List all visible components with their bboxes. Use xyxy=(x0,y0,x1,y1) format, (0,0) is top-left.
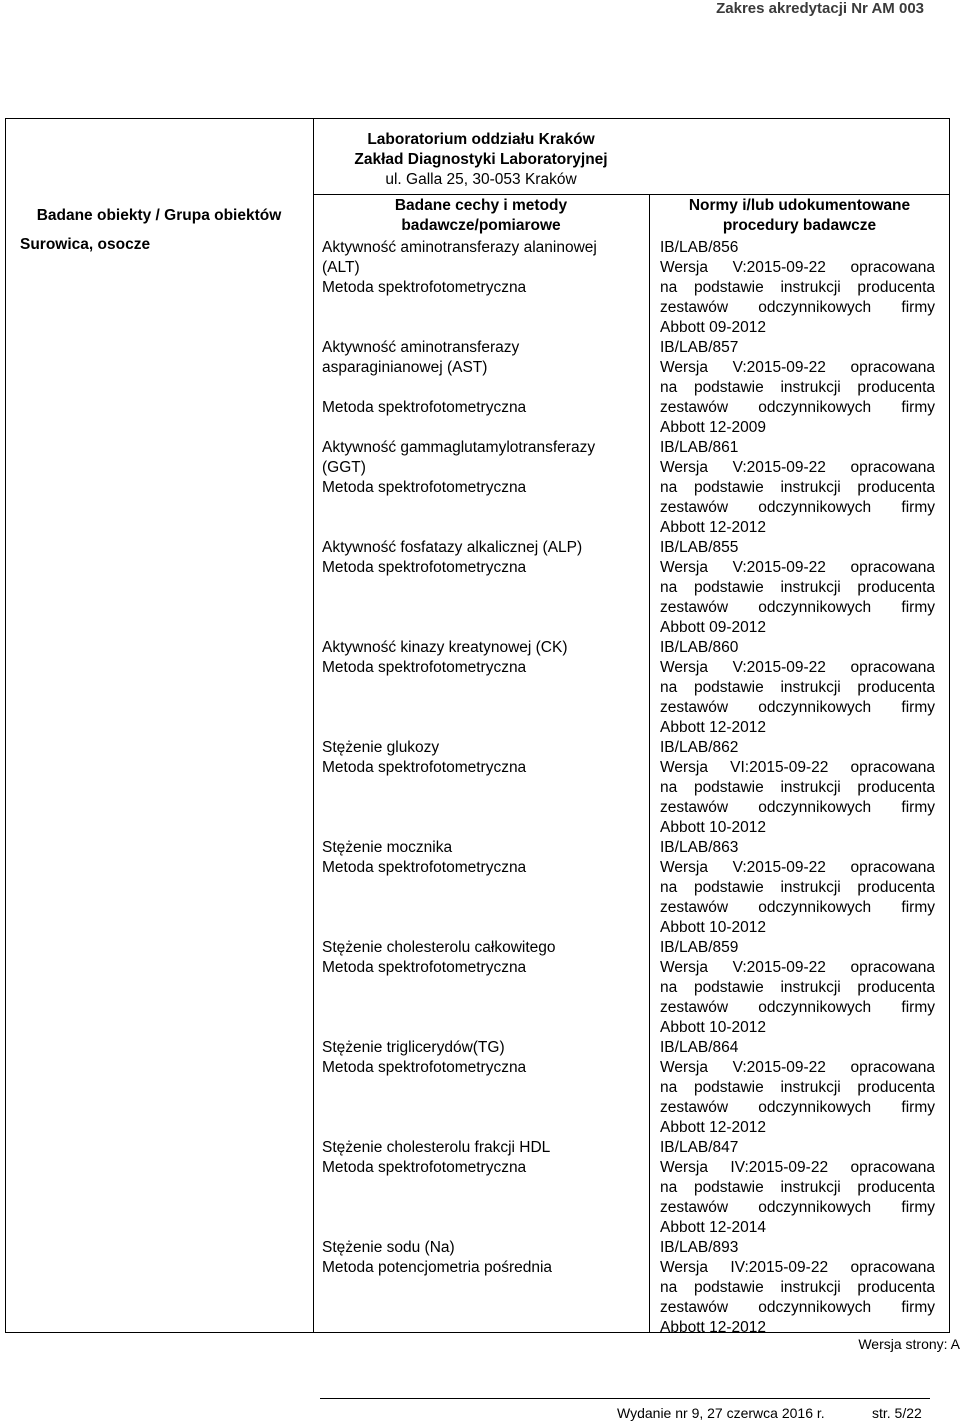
method-line: Stężenie sodu (Na) xyxy=(322,1239,455,1256)
method-entry xyxy=(322,938,637,1038)
norm-entry xyxy=(660,638,935,738)
norm-line: zestawów odczynnikowych firmy xyxy=(660,399,935,416)
lab-info xyxy=(313,130,649,190)
method-line: Metoda spektrofotometryczna xyxy=(322,659,527,676)
method-entry xyxy=(322,438,637,538)
method-line: Stężenie glukozy xyxy=(322,739,440,756)
norm-line: Abbott 12-2012 xyxy=(660,719,767,736)
norm-line: Abbott 09-2012 xyxy=(660,619,767,636)
norm-code: IB/LAB/847 xyxy=(660,1139,739,1156)
methods-column xyxy=(322,238,637,1338)
norm-line: zestawów odczynnikowych firmy xyxy=(660,799,935,816)
lab-department: Zakład Diagnostyki Laboratoryjnej xyxy=(354,151,608,168)
norm-entry xyxy=(660,538,935,638)
norm-line: zestawów odczynnikowych firmy xyxy=(660,999,935,1016)
norm-line: na podstawie instrukcji producenta xyxy=(660,1079,935,1096)
norms-header xyxy=(649,196,950,236)
method-line: asparaginianowej (AST) xyxy=(322,359,488,376)
methods-header-line1: Badane cechy i metody xyxy=(394,197,568,214)
header-title: Zakres akredytacji Nr AM 003 xyxy=(716,0,924,17)
norms-header-line2: procedury badawcze xyxy=(722,217,877,234)
norm-line: Abbott 09-2012 xyxy=(660,319,767,336)
norm-entry xyxy=(660,938,935,1038)
method-entry xyxy=(322,838,637,938)
lab-info-rule xyxy=(313,194,950,195)
norm-line: Wersja V:2015-09-22 opracowana xyxy=(660,359,935,376)
norm-line: Wersja V:2015-09-22 opracowana xyxy=(660,659,935,676)
method-line: Aktywność gammaglutamylotransferazy xyxy=(322,439,596,456)
norm-line: zestawów odczynnikowych firmy xyxy=(660,599,935,616)
norm-line: zestawów odczynnikowych firmy xyxy=(660,1299,935,1316)
norm-line: Abbott 12-2012 xyxy=(660,1319,767,1336)
lab-address: ul. Galla 25, 30-053 Kraków xyxy=(385,171,577,188)
method-line: Metoda potencjometria pośrednia xyxy=(322,1259,553,1276)
norm-line: Wersja IV:2015-09-22 opracowana xyxy=(660,1259,935,1276)
norm-line: na podstawie instrukcji producenta xyxy=(660,679,935,696)
footer-divider xyxy=(320,1398,930,1399)
norms-header-line1: Normy i/lub udokumentowane xyxy=(688,197,911,214)
method-entry xyxy=(322,638,637,738)
norm-line: Abbott 10-2012 xyxy=(660,819,767,836)
norm-entry xyxy=(660,1038,935,1138)
method-line: Stężenie mocznika xyxy=(322,839,453,856)
method-entry xyxy=(322,238,637,338)
method-line: Metoda spektrofotometryczna xyxy=(322,1059,527,1076)
method-entry xyxy=(322,1038,637,1138)
method-entry xyxy=(322,1138,637,1238)
method-line: Metoda spektrofotometryczna xyxy=(322,279,527,296)
norm-line: na podstawie instrukcji producenta xyxy=(660,479,935,496)
objects-header-label: Badane obiekty / Grupa obiektów xyxy=(36,207,282,224)
norm-entry xyxy=(660,838,935,938)
methods-header-line2: badawcze/pomiarowe xyxy=(401,217,561,234)
norm-line: Abbott 10-2012 xyxy=(660,1019,767,1036)
norm-code: IB/LAB/856 xyxy=(660,239,739,256)
norm-line: na podstawie instrukcji producenta xyxy=(660,1279,935,1296)
method-line: Metoda spektrofotometryczna xyxy=(322,479,527,496)
norm-line: Wersja V:2015-09-22 opracowana xyxy=(660,259,935,276)
norm-line: na podstawie instrukcji producenta xyxy=(660,979,935,996)
col-divider-2 xyxy=(649,194,650,1333)
norm-code: IB/LAB/861 xyxy=(660,439,739,456)
norm-line: zestawów odczynnikowych firmy xyxy=(660,1199,935,1216)
norm-code: IB/LAB/893 xyxy=(660,1239,739,1256)
norm-line: zestawów odczynnikowych firmy xyxy=(660,699,935,716)
norm-code: IB/LAB/860 xyxy=(660,639,739,656)
norm-line: Abbott 12-2014 xyxy=(660,1219,767,1236)
method-line: Metoda spektrofotometryczna xyxy=(322,1159,527,1176)
methods-header xyxy=(313,196,649,236)
method-entry xyxy=(322,538,637,638)
norm-line: Wersja IV:2015-09-22 opracowana xyxy=(660,1159,935,1176)
method-line: (GGT) xyxy=(322,459,366,476)
norm-line: Abbott 12-2012 xyxy=(660,1119,767,1136)
norm-line: zestawów odczynnikowych firmy xyxy=(660,299,935,316)
norm-line: Abbott 12-2012 xyxy=(660,519,767,536)
method-line xyxy=(322,378,637,398)
method-line: Aktywność fosfatazy alkalicznej (ALP) xyxy=(322,539,583,556)
norm-entry xyxy=(660,1238,935,1338)
norm-code: IB/LAB/857 xyxy=(660,339,739,356)
norm-line: na podstawie instrukcji producenta xyxy=(660,379,935,396)
norm-line: na podstawie instrukcji producenta xyxy=(660,779,935,796)
norm-line: Abbott 12-2009 xyxy=(660,419,767,436)
method-entry xyxy=(322,338,637,438)
object-group: Surowica, osocze xyxy=(20,236,151,253)
norm-line: na podstawie instrukcji producenta xyxy=(660,279,935,296)
method-line: Metoda spektrofotometryczna xyxy=(322,559,527,576)
method-line: (ALT) xyxy=(322,259,360,276)
method-line: Stężenie cholesterolu frakcji HDL xyxy=(322,1139,551,1156)
norm-line: Wersja VI:2015-09-22 opracowana xyxy=(660,759,935,776)
norm-entry xyxy=(660,738,935,838)
norm-code: IB/LAB/862 xyxy=(660,739,739,756)
norm-line: Wersja V:2015-09-22 opracowana xyxy=(660,1059,935,1076)
norm-line: Wersja V:2015-09-22 opracowana xyxy=(660,859,935,876)
norm-line: zestawów odczynnikowych firmy xyxy=(660,1099,935,1116)
norm-line: zestawów odczynnikowych firmy xyxy=(660,499,935,516)
norm-code: IB/LAB/863 xyxy=(660,839,739,856)
norm-line: Wersja V:2015-09-22 opracowana xyxy=(660,559,935,576)
method-entry xyxy=(322,738,637,838)
norm-line: Wersja V:2015-09-22 opracowana xyxy=(660,459,935,476)
norm-line: na podstawie instrukcji producenta xyxy=(660,1179,935,1196)
method-line: Stężenie cholesterolu całkowitego xyxy=(322,939,556,956)
norm-code: IB/LAB/855 xyxy=(660,539,739,556)
norm-code: IB/LAB/864 xyxy=(660,1039,739,1056)
method-line: Metoda spektrofotometryczna xyxy=(322,399,527,416)
norm-entry xyxy=(660,338,935,438)
objects-header xyxy=(5,206,313,226)
method-line: Aktywność aminotransferazy xyxy=(322,339,520,356)
method-entry xyxy=(322,1238,637,1338)
method-line: Metoda spektrofotometryczna xyxy=(322,959,527,976)
method-line: Metoda spektrofotometryczna xyxy=(322,859,527,876)
norm-line: na podstawie instrukcji producenta xyxy=(660,879,935,896)
col-divider-1 xyxy=(313,118,314,1333)
norm-entry xyxy=(660,438,935,538)
norm-code: IB/LAB/859 xyxy=(660,939,739,956)
norm-line: Wersja V:2015-09-22 opracowana xyxy=(660,959,935,976)
norm-line: zestawów odczynnikowych firmy xyxy=(660,899,935,916)
method-line: Aktywność aminotransferazy alaninowej xyxy=(322,239,597,256)
method-line: Metoda spektrofotometryczna xyxy=(322,759,527,776)
footer-page: str. 5/22 xyxy=(872,1405,922,1421)
norm-line: na podstawie instrukcji producenta xyxy=(660,579,935,596)
lab-name: Laboratorium oddziału Kraków xyxy=(367,131,595,148)
method-line: Stężenie triglicerydów(TG) xyxy=(322,1039,505,1056)
norm-entry xyxy=(660,238,935,338)
norm-entry xyxy=(660,1138,935,1238)
method-line: Aktywność kinazy kreatynowej (CK) xyxy=(322,639,568,656)
page-version: Wersja strony: A xyxy=(858,1336,960,1352)
norms-column xyxy=(660,238,935,1338)
footer-issue: Wydanie nr 9, 27 czerwca 2016 r. xyxy=(617,1405,825,1421)
norm-line: Abbott 10-2012 xyxy=(660,919,767,936)
